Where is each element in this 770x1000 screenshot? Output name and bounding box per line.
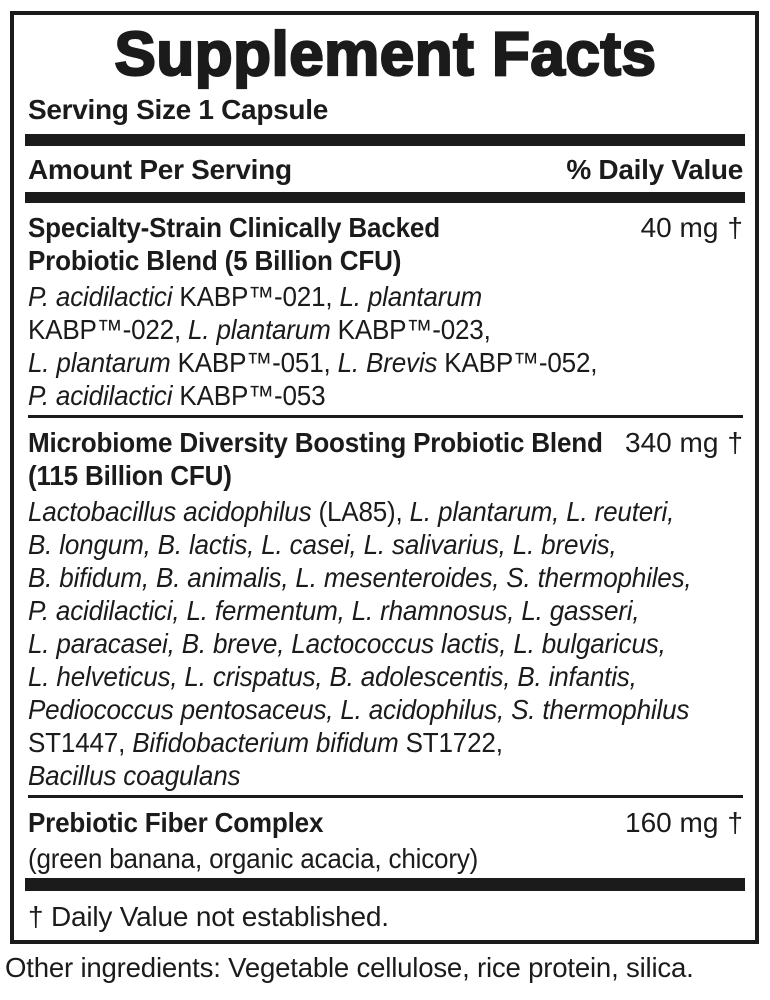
ingredient-name-wrap [28, 806, 625, 839]
amount-value: 340 mg [625, 427, 719, 458]
strain-list-line-text: L. plantarum KABP™-051, L. Brevis KABP™-052, [28, 347, 598, 378]
strain-list-line-text: P. acidilactici KABP™-021, L. plantarum [28, 281, 482, 312]
strain-list-line [28, 759, 743, 792]
ingredient-row [28, 211, 743, 244]
strain-list-line [28, 346, 743, 379]
ingredient-name: Prebiotic Fiber Complex [28, 807, 324, 838]
strain-list-line-text: B. bifidum, B. animalis, L. mesenteroides, S. thermophiles, [28, 562, 692, 593]
strain-list-line-text: Bacillus coagulans [28, 760, 241, 791]
amount-value: 40 mg [640, 212, 719, 243]
strain-list-line-text: P. acidilactici, L. fermentum, L. rhamnosus, L. gasseri, [28, 595, 640, 626]
strain-list-line [28, 313, 743, 346]
strain-list-line [28, 842, 743, 875]
ingredient-name-continued: (115 Billion CFU) [28, 460, 232, 491]
strain-list-line-text: L. paracasei, B. breve, Lactococcus lactis, L. bulgaricus, [28, 628, 666, 659]
ingredient-name-continued-line [28, 459, 743, 492]
ingredient-name-continued: Probiotic Blend (5 Billion CFU) [28, 245, 402, 276]
ingredient-name-wrap [28, 426, 625, 459]
strain-list-line [28, 693, 743, 726]
strain-list-line-text: Lactobacillus acidophilus (LA85), L. plantarum, L. reuteri, [28, 496, 675, 527]
daily-value-header: % Daily Value [566, 154, 743, 185]
other-ingredients: Other ingredients: Vegetable cellulose, rice protein, silica. [5, 952, 694, 983]
strain-list-line-text: B. longum, B. lactis, L. casei, L. salivarius, L. brevis, [28, 529, 617, 560]
serving-size: Serving Size 1 Capsule [28, 94, 328, 125]
strain-list-line [28, 379, 743, 412]
divider-thick-header [25, 192, 745, 203]
daily-value-dagger: † [727, 807, 743, 838]
strain-list [28, 495, 743, 792]
strain-list-line [28, 660, 743, 693]
ingredient-name-continued-line [28, 244, 743, 277]
strain-list-line-text: KABP™-022, L. plantarum KABP™-023, [28, 314, 491, 345]
ingredient-name-wrap [28, 211, 641, 244]
strain-list-line-text: (green banana, organic acacia, chicory) [28, 843, 479, 874]
supplement-section [28, 795, 743, 878]
strain-list-line [28, 280, 743, 313]
daily-value-dagger: † [727, 427, 743, 458]
strain-list [28, 842, 743, 875]
supplement-section [28, 203, 743, 415]
amount-value: 160 mg [625, 807, 719, 838]
strain-list-line-text: P. acidilactici KABP™-053 [28, 380, 326, 411]
ingredient-name: Specialty-Strain Clinically Backed [28, 212, 440, 243]
ingredient-amount [625, 806, 743, 839]
amount-per-serving-header: Amount Per Serving [28, 154, 292, 185]
strain-list [28, 280, 743, 412]
column-header-row [28, 146, 743, 192]
strain-list-line [28, 726, 743, 759]
label-title: Supplement Facts [114, 20, 657, 89]
strain-list-line [28, 627, 743, 660]
divider-thick-top [25, 134, 745, 146]
ingredient-amount [641, 211, 743, 244]
sections [28, 203, 743, 878]
strain-list-line-text: ST1447, Bifidobacterium bifidum ST1722, [28, 727, 503, 758]
strain-list-line-text: L. helveticus, L. crispatus, B. adolescentis, B. infantis, [28, 661, 637, 692]
ingredient-row [28, 806, 743, 839]
strain-list-line [28, 594, 743, 627]
ingredient-row [28, 426, 743, 459]
strain-list-line [28, 495, 743, 528]
ingredient-name: Microbiome Diversity Boosting Probiotic Blend [28, 427, 603, 458]
strain-list-line-text: Pediococcus pentosaceus, L. acidophilus, S. thermophilus [28, 694, 690, 725]
ingredient-amount [625, 426, 743, 459]
supplement-section [28, 415, 743, 795]
divider-thick-bottom [25, 878, 745, 891]
daily-value-footnote: † Daily Value not established. [28, 901, 389, 932]
strain-list-line [28, 528, 743, 561]
daily-value-dagger: † [727, 212, 743, 243]
strain-list-line [28, 561, 743, 594]
facts-box [10, 11, 759, 944]
